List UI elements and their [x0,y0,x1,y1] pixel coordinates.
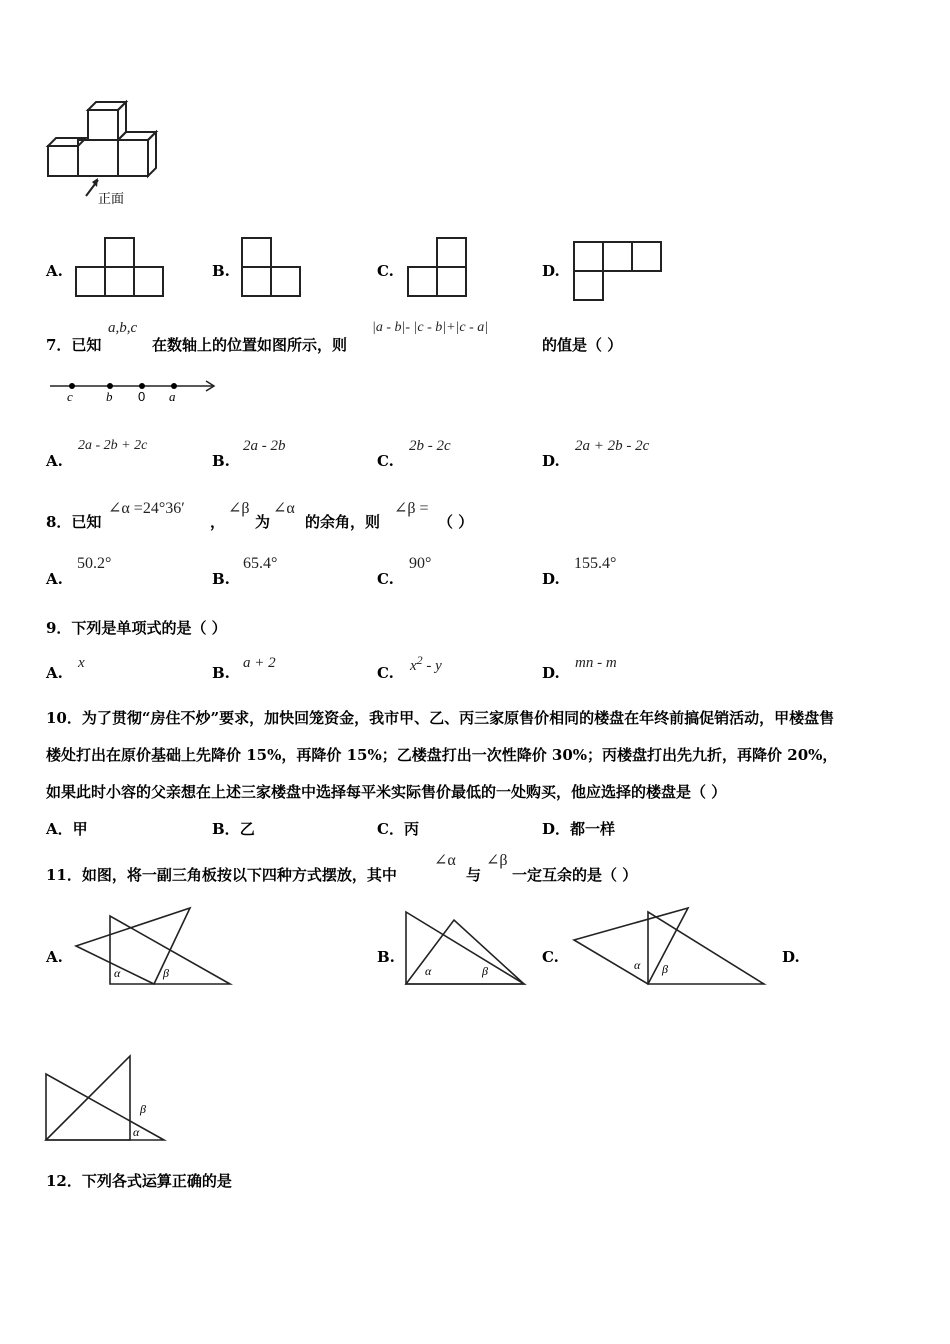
axis-label-c: c [67,389,73,404]
q11-option-d-label: D. [782,948,800,966]
q8-alpha-def: ∠α =24°36′ [108,500,185,517]
q11-c-alpha: α [634,958,641,972]
q9-option-c-value[interactable] [410,653,442,675]
q11-stem-prefix: 11．如图，将一副三角板按以下四种方式摆放，其中 [46,866,397,884]
q8-option-a-value[interactable]: 50.2° [77,555,112,572]
q11-d-beta: β [140,1102,146,1116]
q11-a-alpha: α [114,966,121,980]
q8-option-b-label: B. [212,570,230,588]
q9-option-b-value[interactable]: a + 2 [243,655,276,671]
q9-option-b-label: B. [212,664,230,682]
q11-stem-mid: 与 [466,866,482,884]
q10-option-b-letter: B． [212,820,240,838]
q6-option-b-label: B. [212,262,230,280]
q11-d-alpha: α [133,1125,140,1139]
q7-option-d-label: D. [542,452,560,470]
q6-option-d-label: D. [542,262,560,280]
q10-line-2: 楼处打出在原价基础上先降价 15%，再降价 15%；乙楼盘打出一次性降价 30%；丙楼盘打出先九折，再降价 20%， [46,746,838,764]
q8-stem-suffix: （ ） [438,513,474,531]
q9-option-c-rest: - y [422,658,442,674]
front-label: 正面 [98,192,125,207]
q9-option-a-value[interactable]: x [78,655,85,671]
q10-option-c-value: 丙 [403,820,419,838]
q11-stem-suffix: 一定互余的是（ ） [512,866,638,884]
q6-option-b-figure[interactable] [240,236,302,300]
q8-option-a-label: A. [46,570,63,588]
q8-angle-alpha: ∠α [273,500,295,517]
q7-option-c-label: C. [377,452,394,470]
axis-label-b: b [106,389,113,404]
q7-expression: |a - b|- |c - b|+|c - a| [372,320,489,335]
q10-option-c[interactable] [377,818,419,839]
q10-option-a-value: 甲 [72,820,88,838]
q8-stem-mid: 为 [255,513,271,531]
q6-option-a-label: A. [46,262,63,280]
q9-option-c-label: C. [377,664,394,682]
q11-option-a-label: A. [46,948,63,966]
q10-option-b[interactable] [212,818,255,839]
q9-option-c-base: x [410,658,417,674]
q7-number-line [46,376,226,410]
q8-comma: ， [210,513,226,531]
q7-option-b-value[interactable]: 2a - 2b [243,438,286,454]
q9-option-c-sup: 2 [416,653,423,667]
q7-stem-prefix: 7．已知 [46,336,102,354]
q12-stem: 12．下列各式运算正确的是 [46,1172,232,1190]
q9-stem: 9．下列是单项式的是（ ） [46,619,227,637]
q10-option-d-letter: D． [542,820,571,838]
q11-option-a-figure[interactable] [74,906,234,988]
q7-stem-mid: 在数轴上的位置如图所示，则 [152,336,348,354]
q6-option-c-figure[interactable] [406,236,468,300]
q11-angle-alpha: ∠α [434,852,456,869]
q11-a-beta: β [163,966,169,980]
q11-b-beta: β [482,964,488,978]
q8-stem-prefix: 8．已知 [46,513,102,531]
q6-option-a-figure[interactable] [74,236,166,300]
q7-option-a-value[interactable]: 2a - 2b + 2c [78,438,148,453]
q7-option-a-label: A. [46,452,63,470]
q9-option-d-value[interactable]: mn - m [575,655,617,671]
q11-option-c-label: C. [542,948,559,966]
q9-option-a-label: A. [46,664,63,682]
q10-line-3: 如果此时小容的父亲想在上述三家楼盘中选择每平米实际售价最低的一处购买，他应选择的楼盘是（ ） [46,783,727,801]
q11-b-alpha: α [425,964,432,978]
q11-c-beta: β [662,962,668,976]
q7-option-d-value[interactable]: 2a + 2b - 2c [575,438,650,454]
q10-option-d[interactable] [542,818,615,839]
axis-label-a: a [169,389,176,404]
q11-angle-beta: ∠β [486,852,508,869]
q7-option-c-value[interactable]: 2b - 2c [409,438,451,454]
q9-option-d-label: D. [542,664,560,682]
q11-option-d-figure[interactable] [44,1054,170,1146]
q10-option-c-letter: C． [377,820,404,838]
q10-option-a[interactable] [46,818,88,839]
q8-option-c-label: C. [377,570,394,588]
q8-stem-mid2: 的余角，则 [305,513,381,531]
q8-angle-beta: ∠β [228,500,250,517]
axis-label-0: 0 [138,389,146,404]
q10-line-1: 10．为了贯彻“房住不炒”要求，加快回笼资金，我市甲、乙、丙三家原售价相同的楼盘在年终前搞促销活动，甲楼盘售 [46,709,835,727]
q8-option-d-label: D. [542,570,560,588]
q10-option-a-letter: A． [46,820,73,838]
q10-option-b-value: 乙 [239,820,255,838]
q6-option-c-label: C. [377,262,394,280]
q11-option-c-figure[interactable] [570,906,770,988]
q11-option-b-label: B. [377,948,395,966]
q8-option-b-value[interactable]: 65.4° [243,555,278,572]
q7-stem-suffix: 的值是（ ） [542,336,623,354]
q7-option-b-label: B. [212,452,230,470]
q10-option-d-value: 都一样 [570,820,616,838]
q8-option-d-value[interactable]: 155.4° [574,555,617,572]
q7-vars: a,b,c [108,320,138,336]
q8-option-c-value[interactable]: 90° [409,555,432,572]
q8-beta-eq: ∠β = [394,500,429,517]
q11-option-b-figure[interactable] [404,908,528,988]
q6-option-d-figure[interactable] [572,240,664,304]
